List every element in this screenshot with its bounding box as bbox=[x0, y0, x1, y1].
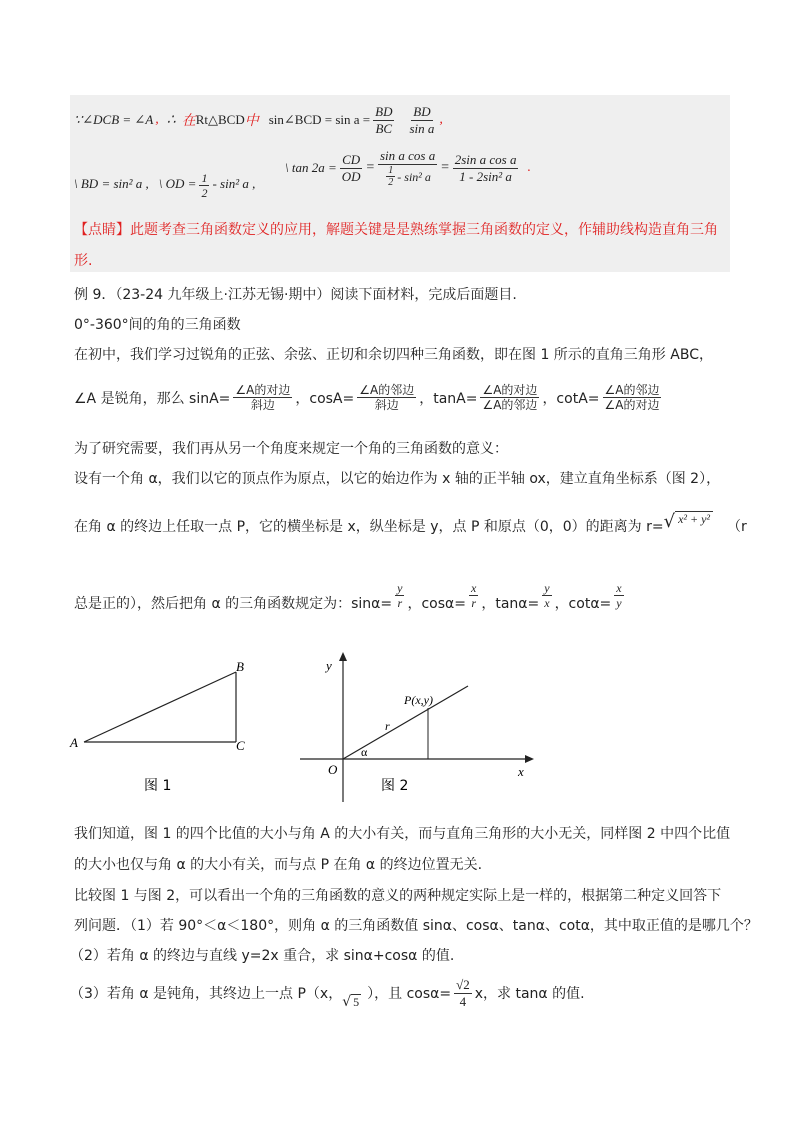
equals-2: = bbox=[440, 160, 450, 175]
paragraph-1: 在初中，我们学习过锐角的正弦、余弦、正切和余切四种三角函数，即在图 1 所示的直角三角形 ABC， bbox=[74, 347, 713, 363]
fraction-half-2: $\frac{1}{2}$ bbox=[388, 165, 394, 188]
sin-lhs: sin∠BCD = sin a = bbox=[268, 112, 371, 127]
p2-cot-label: ，cotA= bbox=[542, 390, 600, 407]
paragraph-8: 的大小也仅与角 α 的大小有关，而与点 P 在角 α 的终边位置无关. bbox=[74, 857, 483, 873]
p6-prefix: 总是正的），然后把角 α 的三角函数规定为：sinα= bbox=[74, 596, 393, 612]
fig2-label-o: O bbox=[328, 762, 338, 777]
fig1-hypotenuse bbox=[84, 672, 236, 742]
fig2-label-p: P(x,y) bbox=[404, 693, 433, 707]
sqrt-xy: √ x² + y² bbox=[664, 511, 713, 532]
sqrt-sign-icon: √ bbox=[663, 510, 676, 532]
p2-cos-label: ，cosA= bbox=[295, 390, 355, 407]
paragraph-6 bbox=[74, 580, 627, 613]
p5-text: 在角 α 的终边上任取一点 P，它的横坐标是 x，纵坐标是 y，点 P 和原点（0，0）的距离为 r= bbox=[74, 519, 664, 535]
fraction-bd-bc: $\frac{BD}{BC}$ bbox=[375, 103, 393, 136]
fig2-label-x: x bbox=[518, 764, 524, 779]
fraction-root2-over-4: $\frac{√2}{4}$ bbox=[456, 976, 470, 1009]
p2-prefix: ∠A 是锐角，那么 sinA= bbox=[74, 390, 231, 407]
example-subtitle: 0°-360°间的角的三角函数 bbox=[74, 317, 241, 333]
line1-tail: , bbox=[439, 112, 443, 127]
solution-line-2 bbox=[74, 148, 256, 200]
fig2-x-arrow-icon bbox=[525, 755, 534, 763]
fig1-label-a: A bbox=[70, 735, 78, 750]
p6-cos-label: ，cosα= bbox=[407, 596, 466, 612]
fig1-label-b: B bbox=[236, 659, 244, 674]
fig2-label-r: r bbox=[385, 719, 390, 733]
because-text: ∵∠DCB = ∠A bbox=[74, 112, 154, 127]
sqrt-sign-icon-2: √ bbox=[342, 994, 352, 1010]
paragraph-9: 比较图 1 与图 2，可以看出一个角的三角函数的意义的两种规定实际上是一样的，根据第二种定义回答下 bbox=[74, 888, 722, 904]
p5-tail: （r bbox=[727, 519, 747, 535]
paragraph-2 bbox=[74, 383, 664, 412]
paragraph-3: 为了研究需要，我们再从另一个角度来规定一个角的三角函数的意义： bbox=[74, 441, 508, 457]
figure-1 bbox=[66, 655, 266, 795]
fraction-sin-alpha: $\frac{y}{r}$ bbox=[397, 580, 403, 610]
tan-prefix: \ tan 2a = bbox=[285, 160, 337, 175]
question-2: （2）若角 α 的终边与直线 y=2x 重合，求 sinα+cosα 的值. bbox=[70, 948, 455, 964]
fig1-label-c: C bbox=[236, 738, 245, 753]
od-suffix: - sin² a , bbox=[212, 176, 256, 191]
fraction-final: $\frac{\text{2sin a cos a}}{\text{1 - 2sin² a}}$ bbox=[454, 151, 517, 184]
p6-cot-label: ，cotα= bbox=[554, 596, 612, 612]
comment-line-2: 形. bbox=[74, 253, 93, 269]
fraction-cotA: $\frac{\text{∠A的邻边}}{\text{∠A的对边}}$ bbox=[604, 383, 660, 412]
tan-formula bbox=[285, 146, 531, 190]
question-3 bbox=[70, 976, 585, 1010]
line2-end: . bbox=[527, 160, 531, 175]
q3-prefix: （3）若角 α 是钝角，其终边上一点 P（x， bbox=[70, 986, 343, 1002]
q3-mid: ），且 cosα= bbox=[367, 986, 452, 1002]
comment-line-1: 【点睛】此题考查三角函数定义的应用，解题关键是是熟练掌握三角函数的定义，作辅助线构造直角三角 bbox=[74, 222, 718, 238]
fraction-cosA: $\frac{\text{∠A的邻边}}{\text{斜边}}$ bbox=[359, 383, 415, 412]
paragraph-5 bbox=[74, 510, 747, 536]
fraction-tanA: $\frac{\text{∠A的对边}}{\text{∠A的邻边}}$ bbox=[482, 383, 538, 412]
solution-line-1 bbox=[74, 100, 443, 140]
sqrt-5: √ 5 bbox=[342, 994, 360, 1010]
fraction-half: $\frac{1}{2}$ bbox=[201, 171, 208, 200]
fig2-label-alpha: α bbox=[361, 745, 368, 759]
zhong-label: 中 bbox=[244, 113, 259, 129]
fraction-sinA: $\frac{\text{∠A的对边}}{\text{斜边}}$ bbox=[235, 383, 291, 412]
triangle-label: Rt△BCD bbox=[195, 112, 245, 127]
q3-tail: x，求 tanα 的值. bbox=[474, 986, 585, 1002]
fraction-bd-sin: $\frac{BD}{\text{sin a}}$ bbox=[409, 103, 435, 136]
paragraph-7: 我们知道，图 1 的四个比值的大小与角 A 的大小有关，而与直角三角形的大小无关，同样图 2 中四个比值 bbox=[74, 826, 731, 842]
figure-2 bbox=[300, 650, 540, 810]
p6-tan-label: ，tanα= bbox=[481, 596, 540, 612]
equals-1: = bbox=[365, 160, 375, 175]
fraction-cot-alpha: $\frac{x}{y}$ bbox=[616, 580, 622, 610]
fig1-caption: 图 1 bbox=[144, 778, 172, 794]
paragraph-10: 列问题．（1）若 90°＜α＜180°，则角 α 的三角函数值 sinα、cosα、tanα、cotα，其中取正值的是哪几个？ bbox=[74, 918, 758, 934]
fig2-caption: 图 2 bbox=[381, 778, 409, 794]
fraction-sincos-over: sin a cos a $\frac{1}{2}$ - sin² a bbox=[379, 148, 436, 188]
example-heading: 例 9．（23-24 九年级上·江苏无锡·期中）阅读下面材料，完成后面题目. bbox=[74, 287, 517, 303]
bd-formula: \ BD = sin² a , bbox=[74, 176, 149, 191]
fraction-cos-alpha: $\frac{x}{r}$ bbox=[471, 580, 477, 610]
therefore-symbol: ∴ bbox=[166, 112, 176, 128]
fraction-tan-alpha: $\frac{y}{x}$ bbox=[544, 580, 550, 610]
paragraph-4: 设有一个角 α，我们以它的顶点作为原点，以它的始边作为 x 轴的正半轴 ox，建立直角坐标系（图 2）， bbox=[74, 471, 721, 487]
comma-red: , bbox=[155, 112, 159, 127]
fraction-cd-od: $\frac{CD}{OD}$ bbox=[341, 151, 361, 184]
in-label: 在 bbox=[181, 113, 196, 129]
od-prefix: \ OD = bbox=[158, 176, 197, 191]
fig2-label-y: y bbox=[326, 658, 332, 673]
p2-tan-label: ，tanA= bbox=[419, 390, 478, 407]
fig2-y-arrow-icon bbox=[339, 652, 347, 661]
